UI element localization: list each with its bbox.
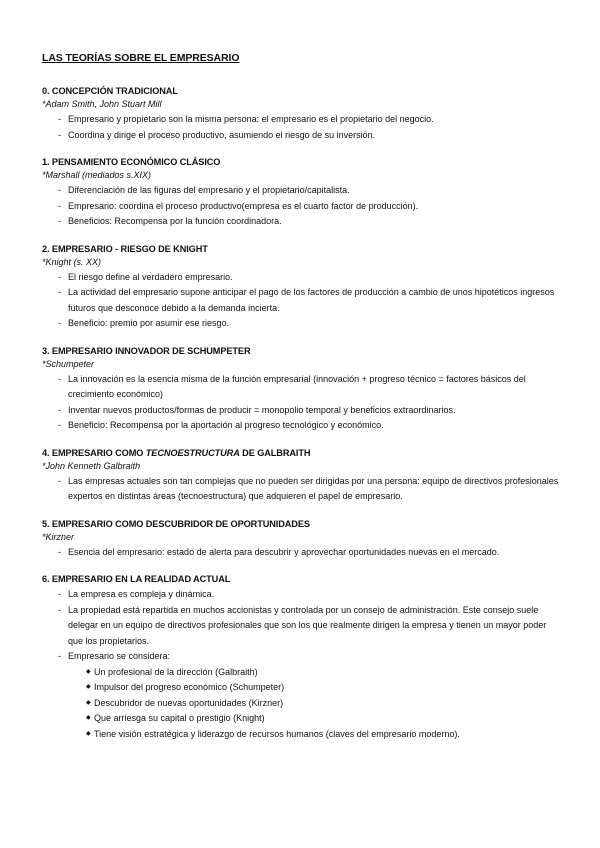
list-item: - Diferenciación de las figuras del empresario y el propietario/capitalista. bbox=[58, 183, 560, 199]
section-heading: 1. PENSAMIENTO ECONÓMICO CLÁSICO bbox=[42, 157, 221, 167]
section-heading: 0. CONCEPCIÓN TRADICIONAL bbox=[42, 86, 178, 96]
list-item: - Las empresas actuales son tan complejas que no pueden ser dirigidas por una persona: equipo de directivos profesionales expertos en distintas áreas (tecnoestructura) que adquieren el papel de empresario. bbox=[58, 474, 560, 505]
section-tecnoestructura-galbraith bbox=[42, 448, 560, 505]
section-innovador-schumpeter bbox=[42, 346, 560, 434]
list-item: - Beneficio: premio por asumir ese riesgo. bbox=[58, 316, 560, 332]
sub-list-item: ◆ Tiene visión estratégica y liderazgo de recursos humanos (claves del empresario moderno). bbox=[86, 727, 560, 743]
section-points bbox=[42, 372, 560, 434]
section-heading: 6. EMPRESARIO EN LA REALIDAD ACTUAL bbox=[42, 574, 231, 584]
section-authors: *Schumpeter bbox=[42, 358, 95, 369]
heading-prefix: 4. EMPRESARIO COMO bbox=[42, 447, 146, 458]
section-realidad-actual bbox=[42, 574, 560, 742]
sub-list-item: ◆ Que arriesga su capital o prestigio (Knight) bbox=[86, 711, 560, 727]
section-heading: 2. EMPRESARIO - RIESGO DE KNIGHT bbox=[42, 243, 208, 254]
list-item: - Empresario y propietario son la misma persona: el empresario es el propietario del negocio. bbox=[58, 112, 560, 128]
section-pensamiento-clasico bbox=[42, 157, 560, 230]
list-item: - La propiedad está repartida en muchos accionistas y controlada por un consejo de administración. Este consejo suele delegar en un equipo de directivos profesionales que son los que realmente dirigen la empresa y tienen un mayor poder que los propietarios. bbox=[58, 603, 560, 650]
sub-list-item: ◆ Un profesional de la dirección (Galbraith) bbox=[86, 665, 560, 681]
section-authors: *Marshall (mediados s.XIX) bbox=[42, 170, 152, 180]
section-points bbox=[42, 270, 560, 332]
section-concepcion-tradicional bbox=[42, 86, 560, 143]
sub-list-item: ◆ Impulsor del progreso económico (Schumpeter) bbox=[86, 680, 560, 696]
section-descubridor-oportunidades bbox=[42, 519, 560, 561]
list-item: - Empresario: coordina el proceso productivo(empresa es el cuarto factor de producción). bbox=[58, 199, 560, 215]
list-item: - Inventar nuevos productos/formas de producir = monopolio temporal y beneficios extraordinarios. bbox=[58, 403, 560, 419]
section-authors: *Adam Smith, John Stuart Mill bbox=[42, 99, 162, 109]
list-item: - Coordina y dirige el proceso productivo, asumiendo el riesgo de su inversión. bbox=[58, 128, 560, 144]
list-item: - El riesgo define al verdadero empresario. bbox=[58, 270, 560, 286]
section-authors: *Kirzner bbox=[42, 531, 75, 542]
section-points bbox=[42, 112, 560, 143]
document-title: LAS TEORÍAS SOBRE EL EMPRESARIO bbox=[42, 52, 240, 64]
section-points bbox=[42, 474, 560, 505]
heading-suffix: DE GALBRAITH bbox=[239, 447, 311, 458]
section-heading: 3. EMPRESARIO INNOVADOR DE SCHUMPETER bbox=[42, 345, 251, 356]
section-heading: 5. EMPRESARIO COMO DESCUBRIDOR DE OPORTUNIDADES bbox=[42, 518, 310, 529]
list-item: - Beneficios: Recompensa por la función coordinadora. bbox=[58, 214, 560, 230]
list-item-text: Empresario se considera: bbox=[68, 651, 171, 661]
section-points bbox=[42, 587, 560, 742]
section-heading bbox=[42, 448, 560, 458]
sub-points bbox=[68, 665, 560, 743]
heading-emphasis: TECNOESTRUCTURA bbox=[145, 447, 240, 458]
list-item: - La innovación es la esencia misma de la función empresarial (innovación + progreso técnico = factores básicos del crecimiento económico) bbox=[58, 372, 560, 403]
section-authors: *Knight (s. XX) bbox=[42, 256, 102, 267]
list-item bbox=[58, 649, 560, 742]
section-points bbox=[42, 545, 560, 561]
section-authors: *John Kenneth Galbraith bbox=[42, 460, 141, 471]
sub-list-item: ◆ Descubridor de nuevas oportunidades (Kirzner) bbox=[86, 696, 560, 712]
list-item: - Esencia del empresario: estado de alerta para descubrir y aprovechar oportunidades nuevas en el mercado. bbox=[58, 545, 560, 561]
section-points bbox=[42, 183, 560, 230]
section-riesgo-knight bbox=[42, 244, 560, 332]
list-item: - Beneficio: Recompensa por la aportación al progreso tecnológico y económico. bbox=[58, 418, 560, 434]
list-item: - La actividad del empresario supone anticipar el pago de los factores de producción a cambio de unos hipotéticos ingresos futuros que desconoce debido a la demanda incierta. bbox=[58, 285, 560, 316]
list-item: - La empresa es compleja y dinámica. bbox=[58, 587, 560, 603]
